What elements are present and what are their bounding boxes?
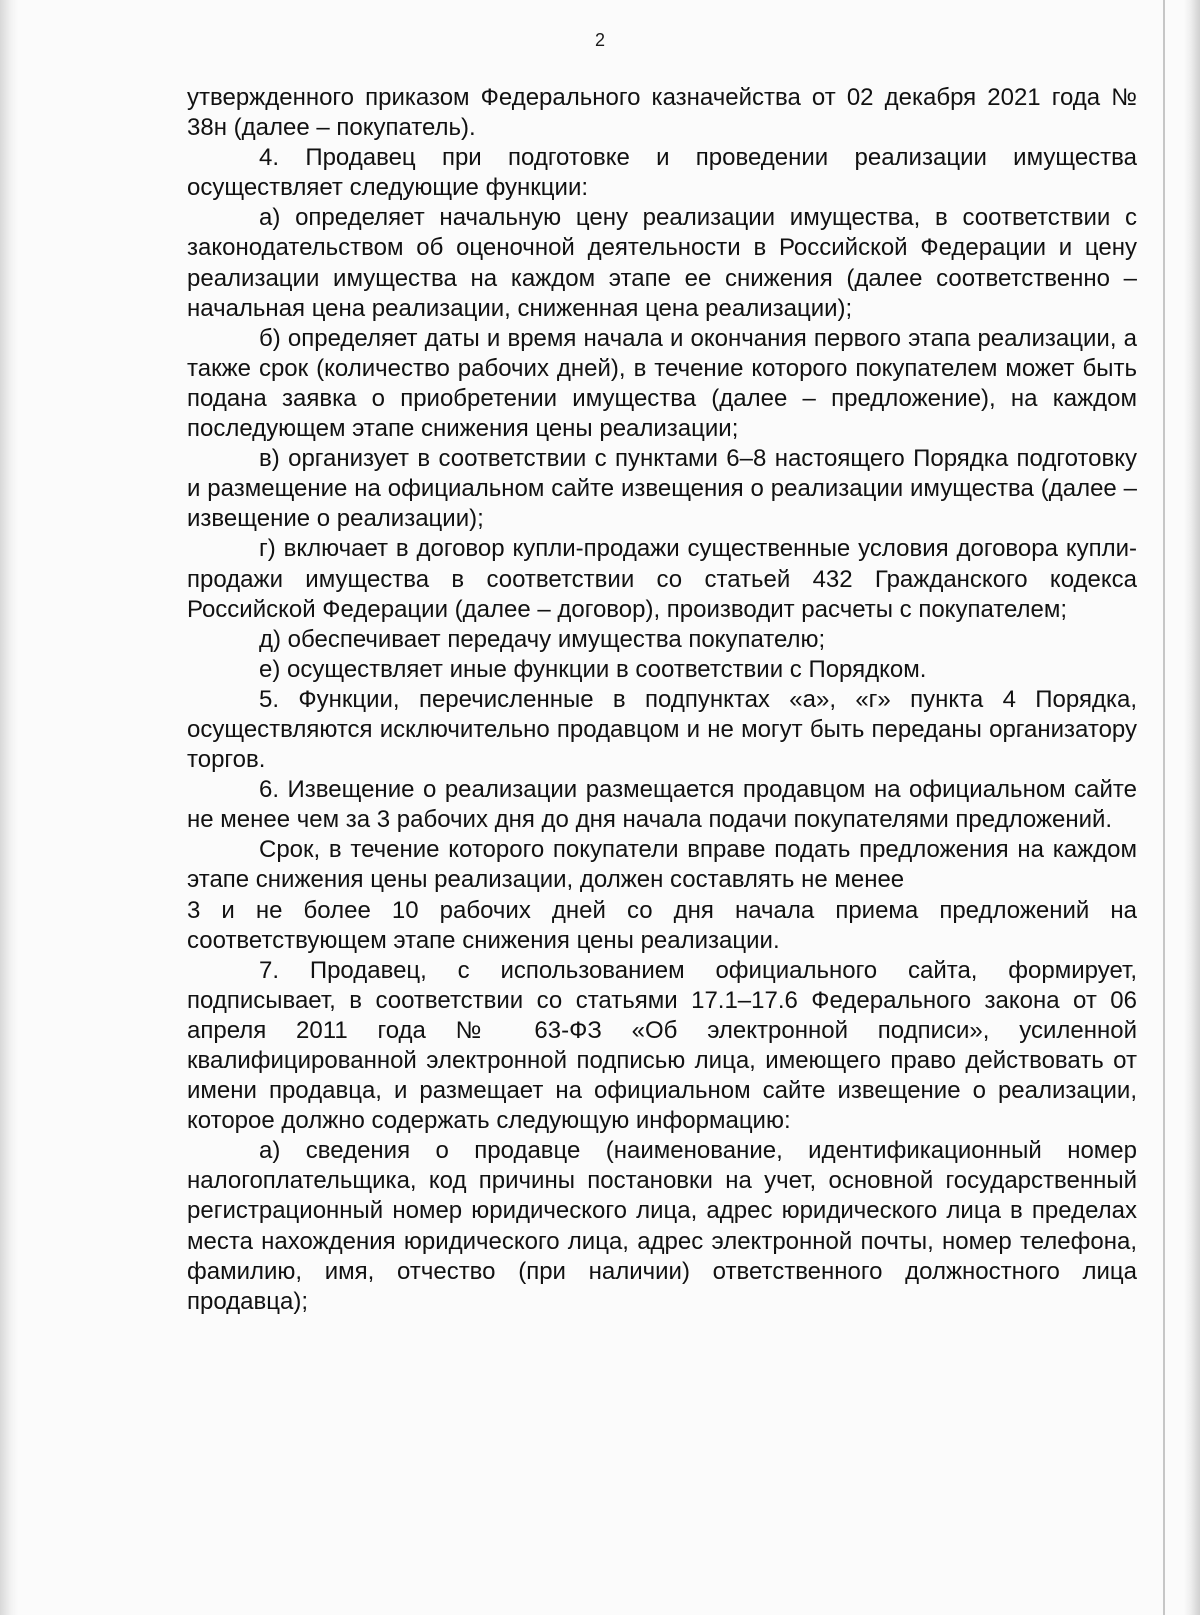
- paragraph: б) определяет даты и время начала и окончания первого этапа реализации, а также срок (количество рабочих дней), в течение которого покупателем может быть подана заявка о приобретении имущества (далее – предложение), на каждом последующем этапе снижения цены реализации;: [187, 324, 1137, 443]
- paragraph: в) организует в соответствии с пунктами 6–8 настоящего Порядка подготовку и размещение на официальном сайте извещения о реализации имущества (далее – извещение о реализации);: [187, 445, 1137, 533]
- paragraph: е) осуществляет иные функции в соответствии с Порядком.: [259, 655, 927, 683]
- paragraph: 4. Продавец при подготовке и проведении реализации имущества осуществляет следующие функции:: [187, 144, 1137, 202]
- document-body: [187, 83, 1137, 1317]
- paragraph: Срок, в течение которого покупатели вправе подать предложения на каждом этапе снижения цены реализации, должен составлять не менее: [187, 836, 1137, 894]
- paragraph: а) определяет начальную цену реализации имущества, в соответствии с законодательством об оценочной деятельности в Российской Федерации и цену реализации имущества на каждом этапе ее снижения (далее соответственно – начальная цена реализации, сниженная цена реализации);: [187, 204, 1137, 322]
- paragraph: 7. Продавец, с использованием официального сайта, формирует, подписывает, в соответствии со статьями 17.1–17.6 Федерального закона от 06 апреля 2011 года № 63-ФЗ «Об электронной подписи», усиленной квалифицированной электронной подписью лица, имеющего право действовать от имени продавца, и размещает на официальном сайте извещение о реализации, которое должно содержать следующую информацию:: [187, 956, 1137, 1135]
- paragraph: д) обеспечивает передачу имущества покупателю;: [259, 625, 826, 653]
- scan-right-margin-line: [1163, 0, 1165, 1615]
- paragraph: а) сведения о продавце (наименование, идентификационный номер налогоплательщика, код причины постановки на учет, основной государственный регистрационный номер юридического лица, адрес юридического лица в пределах места нахождения юридического лица, адрес электронной почты, номер телефона, фамилию, имя, отчество (при наличии) ответственного должностного лица продавца);: [187, 1137, 1137, 1315]
- page-number: 2: [594, 30, 605, 50]
- paragraph: 5. Функции, перечисленные в подпунктах «а», «г» пункта 4 Порядка, осуществляются исключительно продавцом и не могут быть переданы организатору торгов.: [187, 685, 1137, 774]
- paragraph: утвержденного приказом Федерального казначейства от 02 декабря 2021 года № 38н (далее – покупатель).: [187, 84, 1137, 142]
- paragraph: 3 и не более 10 рабочих дней со дня начала приема предложений на соответствующем этапе снижения цены реализации.: [187, 896, 1137, 954]
- paragraph: 6. Извещение о реализации размещается продавцом на официальном сайте не менее чем за 3 рабочих дня до дня начала подачи покупателями предложений.: [187, 776, 1137, 834]
- paragraph: г) включает в договор купли-продажи существенные условия договора купли-продажи имущества в соответствии со статьей 432 Гражданского кодекса Российской Федерации (далее – договор), производит расчеты с покупателем;: [187, 535, 1137, 623]
- scan-left-edge: [0, 0, 18, 1615]
- scan-right-edge: [1184, 0, 1200, 1615]
